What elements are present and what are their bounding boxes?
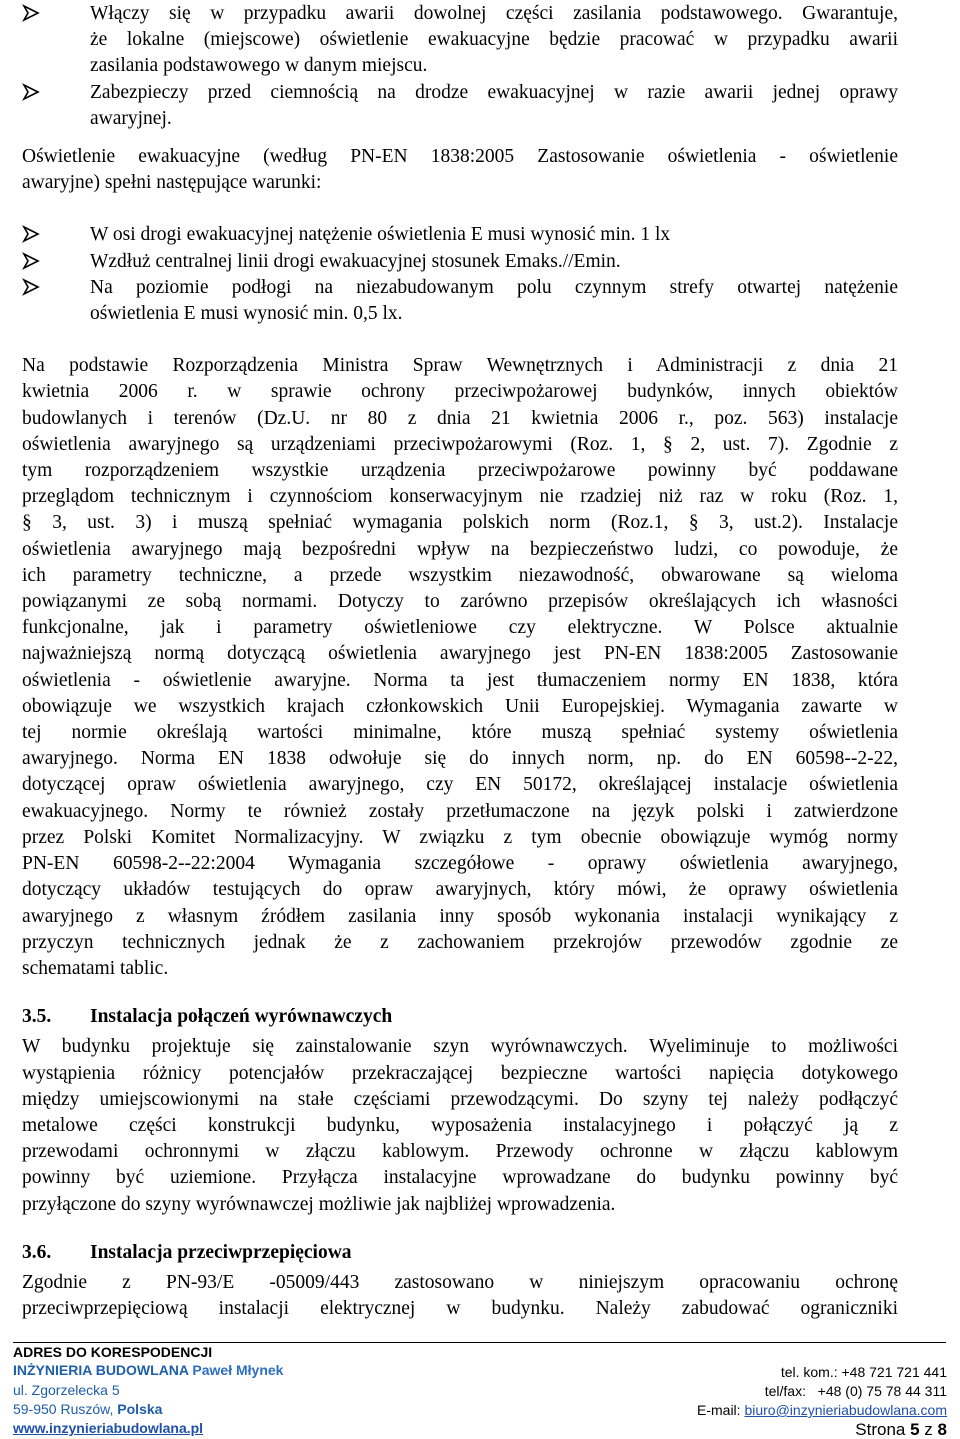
text-line: przeciwprzepięciową instalacji elektrycznej w budynku. Należy zabudować ograniczniki <box>22 1298 898 1320</box>
section-heading-3-6 <box>22 1240 898 1266</box>
bullet-list-top <box>22 1 898 132</box>
arrowhead-bullet-icon <box>22 80 82 106</box>
text-line: Na podstawie Rozporządzenia Ministra Spraw Wewnętrznych i Administracji z dnia 21 <box>22 355 898 377</box>
text-line: dotyczącej opraw oświetlenia awaryjnego, czy EN 50172, określającej instalacje oświetlenia <box>22 774 898 796</box>
page-total: 8 <box>937 1420 947 1439</box>
page-current: 5 <box>910 1420 920 1439</box>
page-of: z <box>924 1420 933 1439</box>
bullet-text <box>90 80 898 132</box>
text-line: przyłączone do szyny wyrównawczej możliwie jak najbliżej wprowadzenia. <box>22 1193 616 1215</box>
company-owner: Paweł Młynek <box>192 1362 284 1378</box>
text-line: PN-EN 60598-2--22:2004 Wymagania szczegółowe - oprawy oświetlenia awaryjnego, <box>22 853 898 875</box>
text-line: oświetlenia awaryjnego mają bezpośredni wpływ na bezpieczeństwo ludzi, co powoduje, że <box>22 538 898 560</box>
text-line: Włączy się w przypadku awarii dowolnej części zasilania podstawowego. Gwarantuje, <box>90 3 898 24</box>
text-line: Zgodnie z PN-93/E -05009/443 zastosowano w niniejszym opracowaniu ochronę <box>22 1271 898 1293</box>
text-line: dotyczący układów testujących do opraw awaryjnych, który mówi, że oprawy oświetlenia <box>22 879 898 901</box>
text-line: oświetlenia E musi wynosić min. 0,5 lx. <box>90 303 403 325</box>
email-label: E-mail: <box>697 1402 741 1418</box>
section-heading-3-5 <box>22 1004 898 1030</box>
page-number <box>855 1420 947 1439</box>
document-body <box>22 0 898 1322</box>
footer-email-line <box>697 1401 947 1420</box>
postal-city: 59-950 Ruszów, <box>13 1401 114 1417</box>
section-number: 3.6. <box>22 1241 52 1263</box>
arrowhead-bullet-icon <box>22 222 82 248</box>
page-label: Strona <box>855 1420 906 1439</box>
bullet-list-requirements <box>22 222 898 327</box>
footer-fax: tel/fax: +48 (0) 75 78 44 311 <box>764 1383 947 1399</box>
section-3-5-paragraph <box>22 1034 898 1217</box>
text-line: tym rozporządzeniem wszystkie urządzenia przeciwpożarowe powinny być poddawane <box>22 460 898 482</box>
text-line: W budynku projektuje się zainstalowanie szyn wyrównawczych. Wyeliminuje to możliwości <box>22 1036 898 1058</box>
arrowhead-bullet-icon <box>22 275 82 301</box>
text-line: oświetlenia awaryjnego są urządzeniami przeciwpożarowymi (Roz. 1, § 2, ust. 7). Zgodnie z <box>22 433 898 455</box>
footer-company <box>13 1361 283 1380</box>
text-line: przez Polski Komitet Normalizacyjny. W związku z tym obecnie obowiązuje wymóg normy <box>22 826 898 848</box>
text-line: obowiązuje we wszystkich krajach członkowskich Unii Europejskiej. Wymagania zawarte w <box>22 695 898 717</box>
bullet-item <box>22 80 898 132</box>
bullet-item <box>22 249 898 275</box>
section-title: Instalacja przeciwprzepięciowa <box>90 1241 352 1263</box>
text-line: kwietnia 2006 r. w sprawie ochrony przeciwpożarowej budynków, innych obiektów <box>22 381 898 403</box>
intro-paragraph <box>22 144 898 196</box>
text-line: między umiejscowionymi na stałe częściami przewodzącymi. Do szyny tej należy podłączyć <box>22 1088 898 1110</box>
text-line: funkcjonalne, jak i parametry oświetleniowe czy elektryczne. W Polsce aktualnie <box>22 617 898 639</box>
text-line: Oświetlenie ewakuacyjne (według PN-EN 1838:2005 Zastosowanie oświetlenia - oświetlenie <box>22 146 898 168</box>
text-line: W osi drogi ewakuacyjnej natężenie oświetlenia E musi wynosić min. 1 lx <box>90 224 671 246</box>
regulation-paragraph <box>22 353 898 982</box>
footer-phone: tel. kom.: +48 721 721 441 <box>780 1364 947 1380</box>
text-line: najważniejszą normą dotyczącą oświetlenia awaryjnego jest PN-EN 1838:2005 Zastosowanie <box>22 643 898 665</box>
text-line: Zabezpieczy przed ciemnością na drodze ewakuacyjnej w razie awarii jednej oprawy <box>90 81 898 103</box>
bullet-item <box>22 222 898 248</box>
text-line: że lokalne (miejscowe) oświetlenie ewakuacyjne będzie pracować w przypadku awarii <box>90 29 898 51</box>
text-line: przyczyn technicznych jednak że z zachowaniem przekrojów przewodów zgodnie ze <box>22 931 898 953</box>
text-line: wystąpienia różnicy potencjałów przekraczającej bezpieczne wartości napięcia dotykowego <box>22 1062 898 1084</box>
text-line: tej normie określają wartości minimalne, które muszą spełniać systemy oświetlenia <box>22 722 898 744</box>
bullet-text <box>90 222 898 248</box>
text-line: ewakuacyjnego. Normy te również zostały przetłumaczone na język polski i zatwierdzone <box>22 800 898 822</box>
text-line: ich parametry techniczne, a przede wszystkim niezawodność, obwarowane są wieloma <box>22 564 898 586</box>
text-line: powinny być uziemione. Przyłącza instalacyjne wprowadzane do budynku powinny być <box>22 1167 898 1189</box>
bullet-text <box>90 249 898 275</box>
country: Polska <box>117 1401 163 1417</box>
text-line: schematami tablic. <box>22 957 169 979</box>
footer-city <box>13 1400 162 1419</box>
arrowhead-bullet-icon <box>22 1 82 27</box>
section-title: Instalacja połączeń wyrównawczych <box>90 1006 393 1028</box>
email-link[interactable]: biuro@inzynieriabudowlana.com <box>744 1402 947 1418</box>
text-line: Wzdłuż centralnej linii drogi ewakuacyjnej stosunek Emaks.//Emin. <box>90 250 621 272</box>
section-number: 3.5. <box>22 1006 52 1028</box>
bullet-text <box>90 275 898 327</box>
section-3-6-paragraph <box>22 1270 898 1322</box>
text-line: powiązanymi ze sobą normami. Dotyczy to zarówno przepisów określających ich własności <box>22 591 898 613</box>
company-name: INŻYNIERIA BUDOWLANA <box>13 1362 189 1378</box>
text-line: oświetlenia - oświetlenie awaryjne. Norma ta jest tłumaczeniem normy EN 1838, która <box>22 669 898 691</box>
text-line: awaryjnego z własnym źródłem zasilania inny sposób wykonania instalacji wynikający z <box>22 905 898 927</box>
text-line: przeglądom technicznym i czynnościom konserwacyjnym nie rzadziej niż raz w roku (Roz. 1, <box>22 486 898 508</box>
bullet-text <box>90 1 898 80</box>
bullet-item <box>22 1 898 80</box>
text-line: zasilania podstawowego w danym miejscu. <box>90 55 428 77</box>
text-line: przewodami ochronnymi w złączu kablowym. Przewody ochronne w złączu kablowym <box>22 1141 898 1163</box>
bullet-item <box>22 275 898 327</box>
text-line: metalowe części konstrukcji budynku, wyposażenia instalacyjnego i połączyć ją z <box>22 1114 898 1136</box>
footer-heading: ADRES DO KORESPODENCJI <box>13 1344 213 1360</box>
text-line: awaryjnego. Norma EN 1838 odwołuje się do innych norm, np. do EN 60598--2-22, <box>22 748 898 770</box>
text-line: awaryjne) spełni następujące warunki: <box>22 172 322 194</box>
website-link[interactable]: www.inzynieriabudowlana.pl <box>13 1420 204 1436</box>
footer-street: ul. Zgorzelecka 5 <box>13 1382 120 1398</box>
text-line: Na poziomie podłogi na niezabudowanym polu czynnym strefy otwartej natężenie <box>90 276 898 298</box>
arrowhead-bullet-icon <box>22 249 82 275</box>
text-line: awaryjnej. <box>90 107 172 129</box>
text-line: budowlanych i terenów (Dz.U. nr 80 z dnia 21 kwietnia 2006 r., poz. 563) instalacje <box>22 407 898 429</box>
text-line: § 3, ust. 3) i muszą spełniać wymagania polskich norm (Roz.1, § 3, ust.2). Instalacje <box>22 512 898 534</box>
